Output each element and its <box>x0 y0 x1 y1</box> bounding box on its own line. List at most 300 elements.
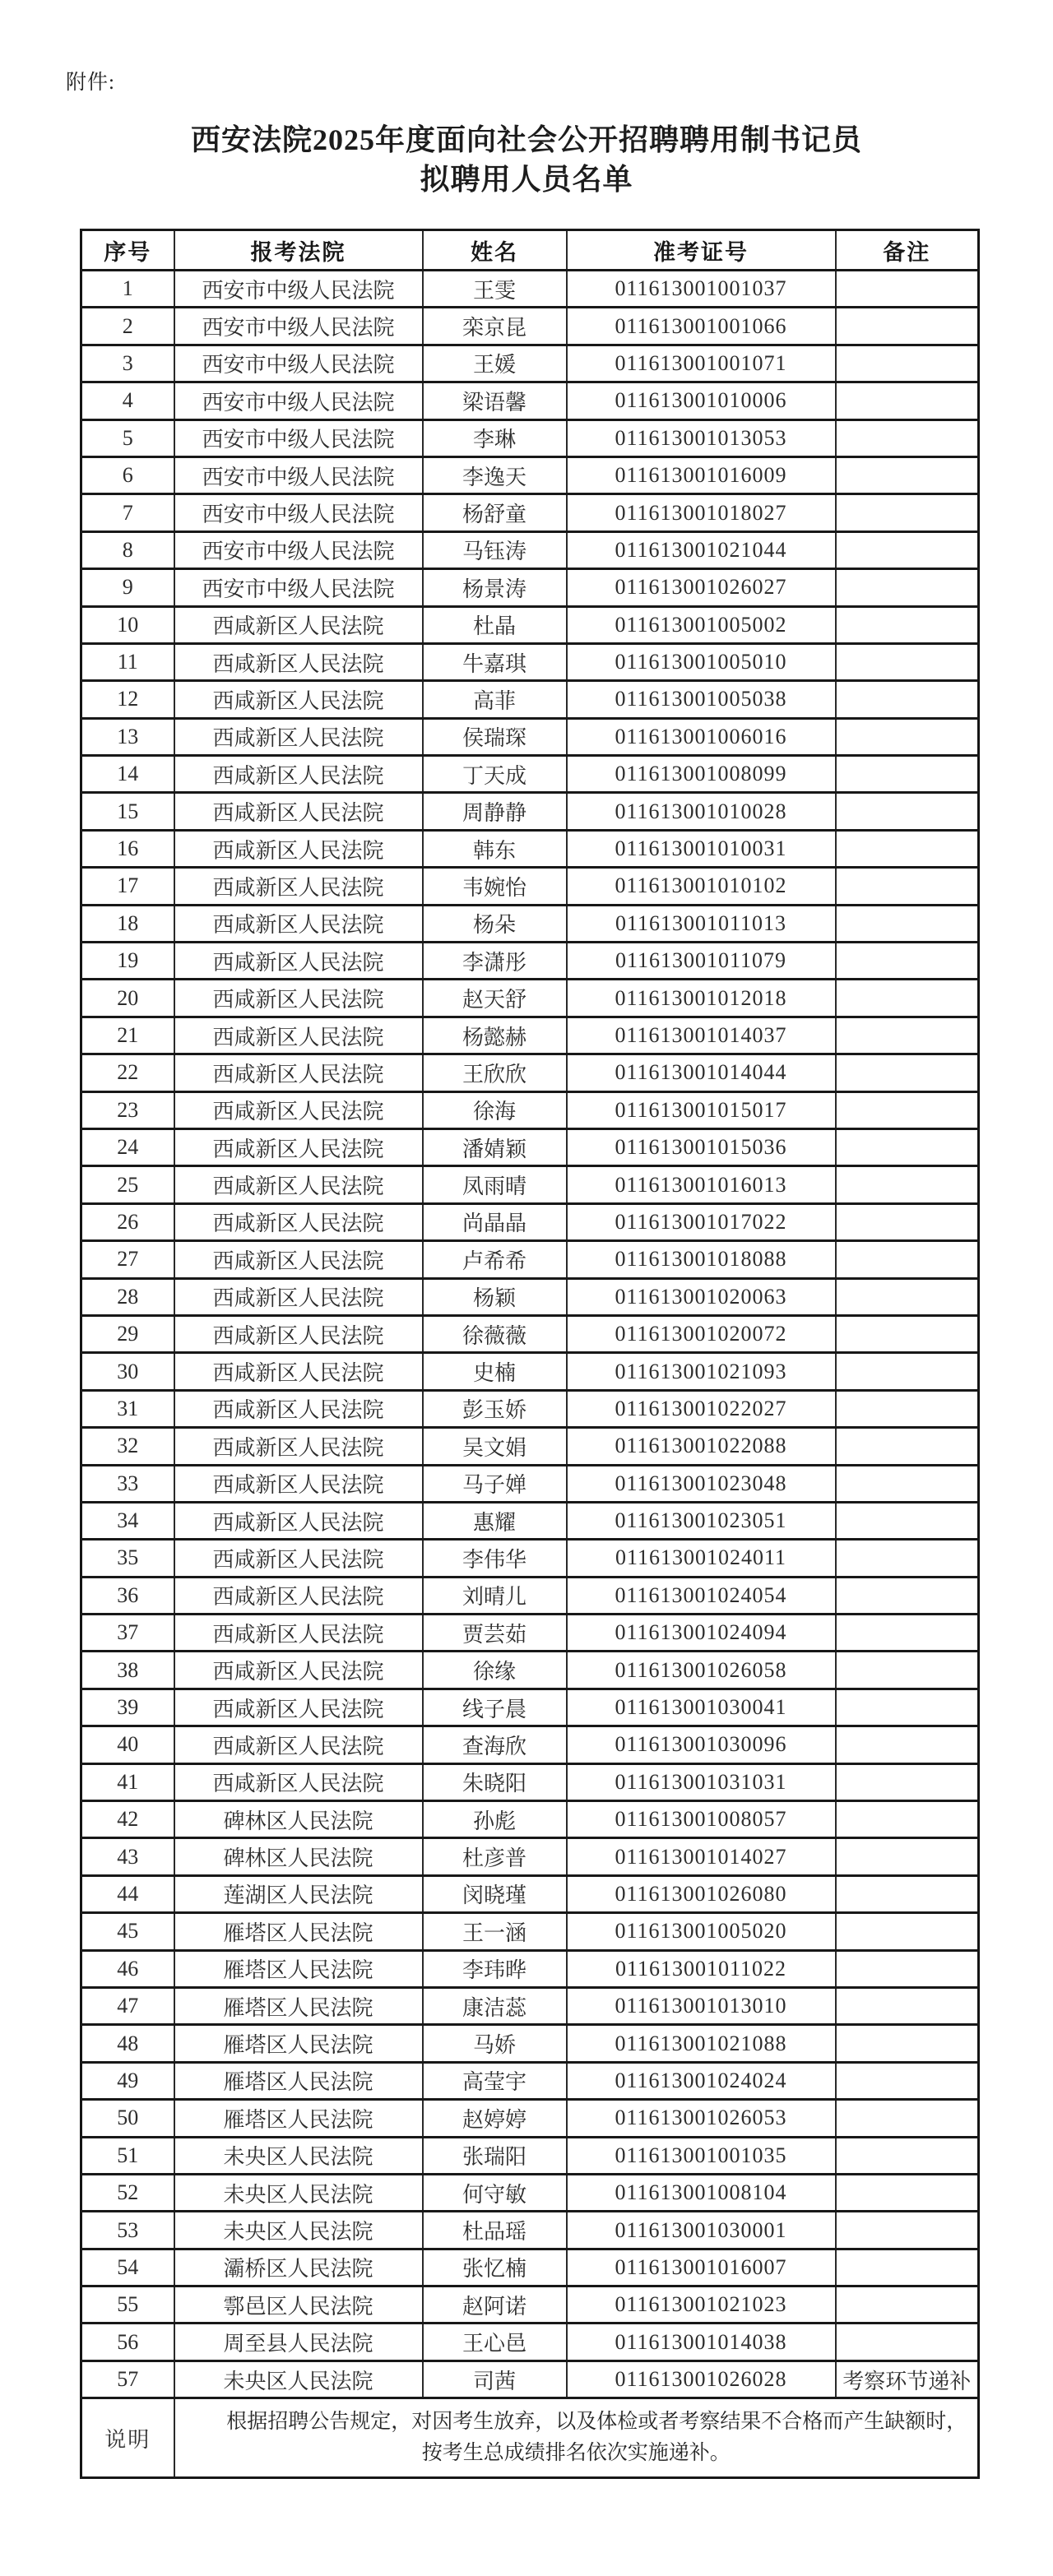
cell-court: 西咸新区人民法院 <box>174 1128 423 1165</box>
cell-ticket-number: 011613001001071 <box>567 345 836 382</box>
cell-court: 西咸新区人民法院 <box>174 1577 423 1614</box>
table-body <box>81 271 979 2398</box>
cell-court: 西咸新区人民法院 <box>174 643 423 680</box>
cell-court: 西咸新区人民法院 <box>174 905 423 942</box>
table-row <box>81 1913 979 1950</box>
cell-remark <box>836 494 979 531</box>
cell-court: 西咸新区人民法院 <box>174 1652 423 1689</box>
table-row <box>81 1241 979 1278</box>
cell-ticket-number: 011613001026053 <box>567 2100 836 2137</box>
cell-remark <box>836 718 979 755</box>
cell-name: 马钰涛 <box>423 531 567 568</box>
cell-name: 张忆楠 <box>423 2249 567 2286</box>
table-row <box>81 756 979 793</box>
cell-remark <box>836 756 979 793</box>
cell-court: 西咸新区人民法院 <box>174 1315 423 1352</box>
cell-remark <box>836 643 979 680</box>
cell-ticket-number: 011613001021044 <box>567 531 836 568</box>
cell-row-number: 39 <box>81 1689 174 1726</box>
cell-ticket-number: 011613001001035 <box>567 2137 836 2174</box>
cell-remark <box>836 1875 979 1912</box>
cell-row-number: 17 <box>81 868 174 905</box>
cell-court: 西咸新区人民法院 <box>174 1278 423 1315</box>
cell-remark <box>836 2025 979 2062</box>
cell-name: 康洁蕊 <box>423 1987 567 2024</box>
cell-row-number: 22 <box>81 1054 174 1091</box>
cell-row-number: 7 <box>81 494 174 531</box>
cell-ticket-number: 011613001030001 <box>567 2212 836 2249</box>
cell-court: 西咸新区人民法院 <box>174 1502 423 1539</box>
cell-court: 西咸新区人民法院 <box>174 830 423 867</box>
cell-court: 西咸新区人民法院 <box>174 1390 423 1427</box>
table-row <box>81 1950 979 1987</box>
cell-name: 赵婷婷 <box>423 2100 567 2137</box>
cell-name: 杜品瑶 <box>423 2212 567 2249</box>
cell-court: 西咸新区人民法院 <box>174 793 423 830</box>
cell-remark <box>836 830 979 867</box>
cell-court: 西咸新区人民法院 <box>174 1054 423 1091</box>
cell-remark <box>836 382 979 419</box>
cell-court: 西安市中级人民法院 <box>174 569 423 606</box>
note-label: 说明 <box>81 2398 174 2478</box>
cell-remark <box>836 271 979 308</box>
cell-court: 西咸新区人民法院 <box>174 1615 423 1652</box>
table-row <box>81 1801 979 1838</box>
cell-name: 梁语馨 <box>423 382 567 419</box>
cell-name: 周静静 <box>423 793 567 830</box>
table-row <box>81 569 979 606</box>
cell-row-number: 21 <box>81 1017 174 1054</box>
cell-remark <box>836 1577 979 1614</box>
cell-ticket-number: 011613001016013 <box>567 1166 836 1203</box>
cell-name: 李伟华 <box>423 1540 567 1577</box>
cell-row-number: 41 <box>81 1763 174 1800</box>
cell-name: 卢希希 <box>423 1241 567 1278</box>
table-row <box>81 382 979 419</box>
table-row <box>81 1577 979 1614</box>
cell-remark <box>836 1913 979 1950</box>
cell-remark <box>836 2249 979 2286</box>
cell-remark <box>836 1353 979 1390</box>
table-row <box>81 830 979 867</box>
cell-row-number: 32 <box>81 1428 174 1465</box>
cell-ticket-number: 011613001020072 <box>567 1315 836 1352</box>
cell-row-number: 46 <box>81 1950 174 1987</box>
cell-court: 西咸新区人民法院 <box>174 606 423 643</box>
table-row <box>81 2212 979 2249</box>
cell-ticket-number: 011613001022027 <box>567 1390 836 1427</box>
table-header-row <box>81 230 979 271</box>
table-row <box>81 456 979 493</box>
cell-court: 未央区人民法院 <box>174 2174 423 2211</box>
cell-name: 栾京昆 <box>423 308 567 345</box>
cell-row-number: 42 <box>81 1801 174 1838</box>
table-row <box>81 606 979 643</box>
cell-name: 王欣欣 <box>423 1054 567 1091</box>
cell-name: 徐海 <box>423 1091 567 1128</box>
cell-court: 鄠邑区人民法院 <box>174 2286 423 2323</box>
cell-row-number: 29 <box>81 1315 174 1352</box>
cell-ticket-number: 011613001005038 <box>567 681 836 718</box>
cell-row-number: 52 <box>81 2174 174 2211</box>
cell-row-number: 34 <box>81 1502 174 1539</box>
cell-ticket-number: 011613001010102 <box>567 868 836 905</box>
note-row <box>81 2398 979 2478</box>
cell-court: 未央区人民法院 <box>174 2212 423 2249</box>
cell-name: 李玮晔 <box>423 1950 567 1987</box>
table-row <box>81 1128 979 1165</box>
cell-row-number: 54 <box>81 2249 174 2286</box>
cell-court: 西安市中级人民法院 <box>174 456 423 493</box>
cell-ticket-number: 011613001030096 <box>567 1726 836 1763</box>
cell-name: 吴文娟 <box>423 1428 567 1465</box>
cell-remark <box>836 1315 979 1352</box>
cell-court: 西安市中级人民法院 <box>174 308 423 345</box>
cell-row-number: 44 <box>81 1875 174 1912</box>
cell-remark <box>836 1540 979 1577</box>
header-cell-no: 序号 <box>81 230 174 271</box>
cell-court: 碑林区人民法院 <box>174 1838 423 1875</box>
cell-court: 西咸新区人民法院 <box>174 1091 423 1128</box>
cell-ticket-number: 011613001014027 <box>567 1838 836 1875</box>
cell-court: 西咸新区人民法院 <box>174 1689 423 1726</box>
cell-ticket-number: 011613001022088 <box>567 1428 836 1465</box>
cell-ticket-number: 011613001030041 <box>567 1689 836 1726</box>
cell-row-number: 49 <box>81 2062 174 2099</box>
cell-remark <box>836 1465 979 1502</box>
table-row <box>81 419 979 456</box>
cell-remark <box>836 2137 979 2174</box>
table-row <box>81 2286 979 2323</box>
cell-ticket-number: 011613001005020 <box>567 1913 836 1950</box>
cell-name: 李潇彤 <box>423 943 567 980</box>
cell-remark <box>836 1950 979 1987</box>
cell-ticket-number: 011613001011022 <box>567 1950 836 1987</box>
cell-court: 西咸新区人民法院 <box>174 980 423 1017</box>
cell-row-number: 20 <box>81 980 174 1017</box>
cell-ticket-number: 011613001015017 <box>567 1091 836 1128</box>
cell-ticket-number: 011613001014038 <box>567 2323 836 2361</box>
cell-court: 周至县人民法院 <box>174 2323 423 2361</box>
table-row <box>81 1091 979 1128</box>
table-row <box>81 2062 979 2099</box>
cell-court: 西咸新区人民法院 <box>174 756 423 793</box>
cell-remark <box>836 943 979 980</box>
table-row <box>81 1278 979 1315</box>
cell-ticket-number: 011613001014037 <box>567 1017 836 1054</box>
header-cell-name: 姓名 <box>423 230 567 271</box>
cell-name: 杨景涛 <box>423 569 567 606</box>
cell-remark <box>836 1801 979 1838</box>
cell-row-number: 51 <box>81 2137 174 2174</box>
cell-ticket-number: 011613001005002 <box>567 606 836 643</box>
cell-remark <box>836 1278 979 1315</box>
cell-court: 西咸新区人民法院 <box>174 1763 423 1800</box>
roster-table <box>80 229 980 2479</box>
cell-name: 侯瑞琛 <box>423 718 567 755</box>
cell-row-number: 36 <box>81 1577 174 1614</box>
cell-row-number: 31 <box>81 1390 174 1427</box>
cell-name: 张瑞阳 <box>423 2137 567 2174</box>
cell-remark <box>836 606 979 643</box>
table-row <box>81 1054 979 1091</box>
cell-name: 杨懿赫 <box>423 1017 567 1054</box>
cell-ticket-number: 011613001013053 <box>567 419 836 456</box>
cell-remark <box>836 2286 979 2323</box>
cell-row-number: 19 <box>81 943 174 980</box>
table-row <box>81 943 979 980</box>
cell-name: 杨舒童 <box>423 494 567 531</box>
cell-row-number: 9 <box>81 569 174 606</box>
cell-name: 李琳 <box>423 419 567 456</box>
cell-row-number: 30 <box>81 1353 174 1390</box>
cell-name: 马子婵 <box>423 1465 567 1502</box>
cell-court: 西咸新区人民法院 <box>174 943 423 980</box>
cell-ticket-number: 011613001023048 <box>567 1465 836 1502</box>
cell-row-number: 47 <box>81 1987 174 2024</box>
header-cell-court: 报考法院 <box>174 230 423 271</box>
cell-remark <box>836 681 979 718</box>
cell-name: 徐缘 <box>423 1652 567 1689</box>
cell-name: 线子晨 <box>423 1689 567 1726</box>
table-row <box>81 718 979 755</box>
cell-court: 西咸新区人民法院 <box>174 1241 423 1278</box>
table-row <box>81 1689 979 1726</box>
cell-court: 西咸新区人民法院 <box>174 718 423 755</box>
cell-court: 雁塔区人民法院 <box>174 1913 423 1950</box>
cell-ticket-number: 011613001008057 <box>567 1801 836 1838</box>
cell-ticket-number: 011613001031031 <box>567 1763 836 1800</box>
cell-name: 孙彪 <box>423 1801 567 1838</box>
cell-remark <box>836 456 979 493</box>
table-row <box>81 1763 979 1800</box>
cell-ticket-number: 011613001021088 <box>567 2025 836 2062</box>
cell-name: 王雯 <box>423 271 567 308</box>
cell-ticket-number: 011613001015036 <box>567 1128 836 1165</box>
cell-name: 杜彦普 <box>423 1838 567 1875</box>
cell-name: 杨颖 <box>423 1278 567 1315</box>
cell-ticket-number: 011613001026058 <box>567 1652 836 1689</box>
cell-row-number: 13 <box>81 718 174 755</box>
table-row <box>81 1166 979 1203</box>
cell-court: 西安市中级人民法院 <box>174 494 423 531</box>
cell-ticket-number: 011613001008104 <box>567 2174 836 2211</box>
cell-remark <box>836 1428 979 1465</box>
cell-ticket-number: 011613001018027 <box>567 494 836 531</box>
cell-ticket-number: 011613001018088 <box>567 1241 836 1278</box>
cell-name: 徐薇薇 <box>423 1315 567 1352</box>
cell-remark <box>836 569 979 606</box>
cell-remark <box>836 345 979 382</box>
cell-row-number: 43 <box>81 1838 174 1875</box>
cell-court: 西安市中级人民法院 <box>174 271 423 308</box>
cell-remark <box>836 905 979 942</box>
cell-row-number: 28 <box>81 1278 174 1315</box>
cell-name: 何守敏 <box>423 2174 567 2211</box>
cell-row-number: 16 <box>81 830 174 867</box>
cell-remark <box>836 1203 979 1240</box>
cell-row-number: 55 <box>81 2286 174 2323</box>
cell-ticket-number: 011613001010031 <box>567 830 836 867</box>
cell-ticket-number: 011613001026027 <box>567 569 836 606</box>
cell-remark <box>836 1838 979 1875</box>
cell-name: 凤雨晴 <box>423 1166 567 1203</box>
cell-court: 西安市中级人民法院 <box>174 531 423 568</box>
cell-name: 史楠 <box>423 1353 567 1390</box>
cell-name: 朱晓阳 <box>423 1763 567 1800</box>
cell-remark <box>836 1502 979 1539</box>
cell-row-number: 10 <box>81 606 174 643</box>
attachment-label: 附件: <box>66 72 115 94</box>
cell-remark <box>836 1689 979 1726</box>
cell-row-number: 50 <box>81 2100 174 2137</box>
cell-row-number: 23 <box>81 1091 174 1128</box>
cell-row-number: 14 <box>81 756 174 793</box>
cell-ticket-number: 011613001014044 <box>567 1054 836 1091</box>
cell-ticket-number: 011613001026028 <box>567 2361 836 2398</box>
table-row <box>81 2025 979 2062</box>
cell-row-number: 3 <box>81 345 174 382</box>
cell-name: 闵晓瑾 <box>423 1875 567 1912</box>
cell-court: 未央区人民法院 <box>174 2361 423 2398</box>
table-row <box>81 1987 979 2024</box>
cell-court: 未央区人民法院 <box>174 2137 423 2174</box>
cell-remark <box>836 2323 979 2361</box>
cell-remark <box>836 1987 979 2024</box>
cell-row-number: 2 <box>81 308 174 345</box>
table-row <box>81 2174 979 2211</box>
cell-name: 高菲 <box>423 681 567 718</box>
cell-ticket-number: 011613001023051 <box>567 1502 836 1539</box>
cell-remark <box>836 868 979 905</box>
cell-row-number: 18 <box>81 905 174 942</box>
table-row <box>81 793 979 830</box>
cell-ticket-number: 011613001010028 <box>567 793 836 830</box>
cell-row-number: 45 <box>81 1913 174 1950</box>
cell-row-number: 11 <box>81 643 174 680</box>
cell-court: 雁塔区人民法院 <box>174 1987 423 2024</box>
table-row <box>81 2137 979 2174</box>
cell-name: 查海欣 <box>423 1726 567 1763</box>
table-row <box>81 1838 979 1875</box>
table-row <box>81 1726 979 1763</box>
cell-name: 王媛 <box>423 345 567 382</box>
cell-name: 司茜 <box>423 2361 567 2398</box>
cell-row-number: 15 <box>81 793 174 830</box>
cell-court: 雁塔区人民法院 <box>174 2100 423 2137</box>
cell-ticket-number: 011613001021093 <box>567 1353 836 1390</box>
table-row <box>81 1540 979 1577</box>
cell-name: 高莹宇 <box>423 2062 567 2099</box>
cell-remark <box>836 1652 979 1689</box>
cell-remark <box>836 1241 979 1278</box>
cell-name: 杨朵 <box>423 905 567 942</box>
cell-name: 尚晶晶 <box>423 1203 567 1240</box>
cell-remark <box>836 1763 979 1800</box>
cell-remark <box>836 793 979 830</box>
cell-remark <box>836 531 979 568</box>
cell-name: 丁天成 <box>423 756 567 793</box>
cell-name: 潘婧颖 <box>423 1128 567 1165</box>
cell-court: 西安市中级人民法院 <box>174 419 423 456</box>
cell-name: 牛嘉琪 <box>423 643 567 680</box>
note-text-line2: 按考生总成绩排名依次实施递补。 <box>421 2442 731 2465</box>
cell-row-number: 26 <box>81 1203 174 1240</box>
cell-remark <box>836 1615 979 1652</box>
cell-row-number: 37 <box>81 1615 174 1652</box>
table-row <box>81 643 979 680</box>
cell-ticket-number: 011613001024011 <box>567 1540 836 1577</box>
table-row <box>81 1390 979 1427</box>
cell-name: 杜晶 <box>423 606 567 643</box>
table-row <box>81 1353 979 1390</box>
cell-remark <box>836 1726 979 1763</box>
cell-remark <box>836 308 979 345</box>
cell-court: 西安市中级人民法院 <box>174 382 423 419</box>
table-row <box>81 531 979 568</box>
cell-court: 西咸新区人民法院 <box>174 1465 423 1502</box>
table-row <box>81 1428 979 1465</box>
cell-row-number: 53 <box>81 2212 174 2249</box>
cell-name: 马娇 <box>423 2025 567 2062</box>
cell-row-number: 57 <box>81 2361 174 2398</box>
cell-ticket-number: 011613001012018 <box>567 980 836 1017</box>
cell-remark <box>836 980 979 1017</box>
cell-name: 彭玉娇 <box>423 1390 567 1427</box>
table-row <box>81 1652 979 1689</box>
cell-ticket-number: 011613001024054 <box>567 1577 836 1614</box>
table-row <box>81 2100 979 2137</box>
cell-row-number: 8 <box>81 531 174 568</box>
cell-row-number: 12 <box>81 681 174 718</box>
cell-ticket-number: 011613001026080 <box>567 1875 836 1912</box>
cell-ticket-number: 011613001016007 <box>567 2249 836 2286</box>
cell-remark <box>836 2212 979 2249</box>
cell-name: 李逸天 <box>423 456 567 493</box>
cell-remark <box>836 1091 979 1128</box>
cell-row-number: 1 <box>81 271 174 308</box>
cell-court: 西咸新区人民法院 <box>174 681 423 718</box>
cell-name: 韩东 <box>423 830 567 867</box>
cell-ticket-number: 011613001006016 <box>567 718 836 755</box>
header-cell-ticket: 准考证号 <box>567 230 836 271</box>
cell-row-number: 27 <box>81 1241 174 1278</box>
cell-row-number: 40 <box>81 1726 174 1763</box>
table-row <box>81 681 979 718</box>
table-row <box>81 905 979 942</box>
table-row <box>81 980 979 1017</box>
table-row <box>81 271 979 308</box>
cell-ticket-number: 011613001008099 <box>567 756 836 793</box>
table-row <box>81 345 979 382</box>
cell-name: 王心邑 <box>423 2323 567 2361</box>
cell-court: 西安市中级人民法院 <box>174 345 423 382</box>
cell-name: 刘晴儿 <box>423 1577 567 1614</box>
cell-row-number: 24 <box>81 1128 174 1165</box>
table-row <box>81 494 979 531</box>
cell-row-number: 25 <box>81 1166 174 1203</box>
table-row <box>81 868 979 905</box>
table-row <box>81 1465 979 1502</box>
cell-remark <box>836 2174 979 2211</box>
cell-court: 莲湖区人民法院 <box>174 1875 423 1912</box>
cell-remark <box>836 419 979 456</box>
cell-remark <box>836 1017 979 1054</box>
cell-court: 西咸新区人民法院 <box>174 1726 423 1763</box>
table-row <box>81 2323 979 2361</box>
cell-name: 王一涵 <box>423 1913 567 1950</box>
table-row <box>81 1017 979 1054</box>
